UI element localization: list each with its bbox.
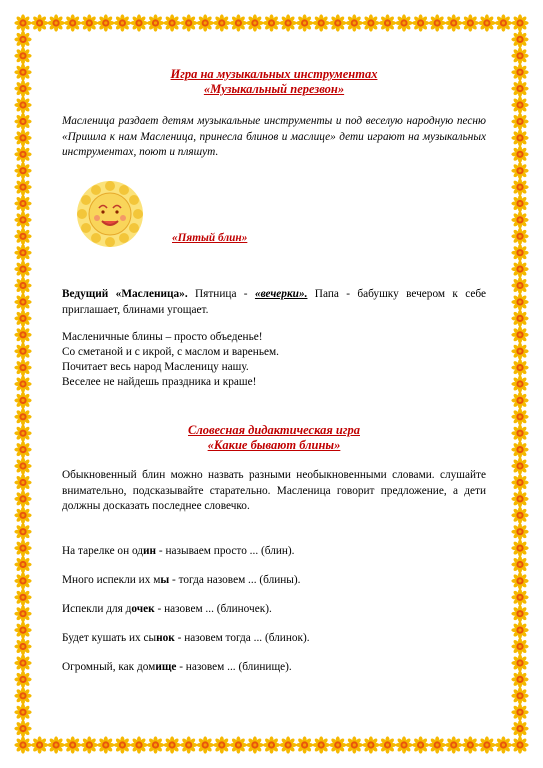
- border-sun-icon: [511, 47, 528, 64]
- border-sun-icon: [296, 14, 313, 31]
- border-sun-icon: [511, 96, 528, 113]
- border-sun-icon: [14, 228, 31, 245]
- border-sun-icon: [511, 80, 528, 97]
- border-sun-icon: [164, 736, 181, 753]
- border-sun-icon: [511, 457, 528, 474]
- border-sun-icon: [114, 14, 131, 31]
- list-item: [62, 631, 310, 646]
- host-day: «вечерки».: [254, 288, 308, 300]
- border-sun-icon: [511, 277, 528, 294]
- border-sun-icon: [14, 96, 31, 113]
- border-sun-icon: [14, 474, 31, 491]
- border-sun-icon: [97, 736, 114, 753]
- item-bold: ин: [143, 545, 157, 557]
- border-sun-icon: [14, 654, 31, 671]
- border-sun-icon: [445, 14, 462, 31]
- border-sun-icon: [511, 507, 528, 524]
- border-sun-icon: [429, 736, 446, 753]
- item-post: - назовем тогда ... (блинок).: [174, 632, 310, 644]
- border-sun-icon: [14, 441, 31, 458]
- border-sun-icon: [14, 622, 31, 639]
- border-sun-icon: [14, 359, 31, 376]
- border-sun-icon: [246, 14, 263, 31]
- border-sun-icon: [329, 14, 346, 31]
- border-sun-icon: [14, 293, 31, 310]
- host-paragraph: [62, 287, 486, 318]
- border-sun-icon: [511, 326, 528, 343]
- border-sun-icon: [511, 261, 528, 278]
- border-sun-icon: [511, 622, 528, 639]
- item-post: - назовем ... (блинище).: [176, 661, 292, 673]
- border-sun-icon: [511, 375, 528, 392]
- border-sun-icon: [14, 589, 31, 606]
- item-pre: На тарелке он од: [62, 545, 144, 557]
- border-sun-icon: [280, 736, 297, 753]
- border-sun-icon: [313, 736, 330, 753]
- item-bold: очек: [131, 603, 155, 615]
- border-sun-icon: [511, 211, 528, 228]
- border-sun-icon: [14, 14, 31, 31]
- border-sun-icon: [14, 408, 31, 425]
- section3-paragraph: Обыкновенный блин можно назвать разными необыкновенными словами. слушайте внимательно, подсказывайте старательно. Масленица говорит предложение, а дети должны досказать последнее словечко.: [62, 469, 486, 512]
- border-sun-icon: [197, 14, 214, 31]
- item-bold: ище: [155, 661, 177, 673]
- border-sun-icon: [313, 14, 330, 31]
- border-sun-icon: [14, 64, 31, 81]
- item-pre: Испекли для д: [62, 603, 132, 615]
- host-label: Ведущий «Масленица».: [62, 288, 188, 300]
- fifth-pancake-heading: [172, 231, 247, 246]
- border-sun-icon: [346, 736, 363, 753]
- border-sun-icon: [511, 540, 528, 557]
- border-sun-icon: [14, 720, 31, 737]
- border-sun-icon: [147, 736, 164, 753]
- border-sun-icon: [511, 162, 528, 179]
- border-sun-icon: [14, 129, 31, 146]
- border-sun-icon: [395, 736, 412, 753]
- section3-title-line2: «Какие бывают блины»: [207, 438, 341, 452]
- border-sun-icon: [14, 277, 31, 294]
- border-sun-icon: [329, 736, 346, 753]
- border-sun-icon: [395, 14, 412, 31]
- border-sun-icon: [14, 457, 31, 474]
- border-sun-icon: [14, 490, 31, 507]
- border-sun-icon: [14, 392, 31, 409]
- list-item: [62, 573, 300, 588]
- border-sun-icon: [511, 113, 528, 130]
- border-sun-icon: [511, 490, 528, 507]
- border-sun-icon: [511, 736, 528, 753]
- border-sun-icon: [511, 687, 528, 704]
- border-sun-icon: [511, 244, 528, 261]
- border-sun-icon: [14, 261, 31, 278]
- border-sun-icon: [445, 736, 462, 753]
- border-sun-icon: [64, 736, 81, 753]
- border-sun-icon: [511, 441, 528, 458]
- border-sun-icon: [511, 31, 528, 48]
- border-sun-icon: [14, 704, 31, 721]
- border-sun-icon: [263, 736, 280, 753]
- border-sun-icon: [14, 146, 31, 163]
- border-sun-icon: [346, 14, 363, 31]
- item-post: - тогда назовем ... (блины).: [169, 574, 301, 586]
- border-sun-icon: [511, 654, 528, 671]
- item-bold: ы: [160, 574, 170, 586]
- border-sun-icon: [511, 671, 528, 688]
- border-sun-icon: [280, 14, 297, 31]
- border-sun-icon: [478, 14, 495, 31]
- border-sun-icon: [511, 572, 528, 589]
- border-sun-icon: [14, 80, 31, 97]
- border-sun-icon: [14, 113, 31, 130]
- border-sun-icon: [31, 14, 48, 31]
- poem-line: Веселее не найдешь праздника и краше!: [62, 376, 257, 388]
- item-bold: нок: [156, 632, 175, 644]
- section1-title: [62, 67, 486, 97]
- border-sun-icon: [511, 179, 528, 196]
- list-item: [62, 602, 272, 617]
- section1-paragraph: Масленица раздает детям музыкальные инструменты и под веселую народную песню «Пришла к нам Масленица, принесла блинов и маслице» дети играют на музыкальных инструментах, поют и пляшут.: [62, 115, 486, 158]
- border-sun-icon: [511, 129, 528, 146]
- border-sun-icon: [14, 195, 31, 212]
- border-sun-icon: [213, 736, 230, 753]
- list-item: [62, 660, 292, 675]
- item-post: - назовем ... (блиночек).: [154, 603, 272, 615]
- border-sun-icon: [511, 310, 528, 327]
- border-sun-icon: [81, 14, 98, 31]
- border-sun-icon: [14, 425, 31, 442]
- border-sun-icon: [48, 14, 65, 31]
- border-sun-icon: [379, 14, 396, 31]
- border-sun-icon: [462, 736, 479, 753]
- border-sun-icon: [462, 14, 479, 31]
- border-sun-icon: [246, 736, 263, 753]
- border-sun-icon: [114, 736, 131, 753]
- border-sun-icon: [14, 523, 31, 540]
- border-sun-icon: [14, 31, 31, 48]
- border-sun-icon: [511, 605, 528, 622]
- border-sun-icon: [14, 162, 31, 179]
- border-sun-icon: [180, 736, 197, 753]
- border-sun-icon: [230, 736, 247, 753]
- item-post: - называем просто ... (блин).: [156, 545, 295, 557]
- item-pre: Много испекли их м: [62, 574, 161, 586]
- border-sun-icon: [511, 343, 528, 360]
- border-sun-icon: [14, 638, 31, 655]
- section3-title: [62, 423, 486, 453]
- border-sun-icon: [511, 704, 528, 721]
- poem-line: Масленичные блины – просто объеденье!: [62, 331, 263, 343]
- border-sun-icon: [511, 638, 528, 655]
- border-sun-icon: [511, 293, 528, 310]
- border-sun-icon: [495, 14, 512, 31]
- border-sun-icon: [511, 359, 528, 376]
- border-sun-icon: [14, 507, 31, 524]
- border-sun-icon: [31, 736, 48, 753]
- border-sun-icon: [14, 605, 31, 622]
- border-sun-icon: [412, 14, 429, 31]
- border-sun-icon: [130, 14, 147, 31]
- border-sun-icon: [511, 720, 528, 737]
- border-sun-icon: [412, 736, 429, 753]
- border-sun-icon: [362, 14, 379, 31]
- border-sun-icon: [14, 326, 31, 343]
- border-sun-icon: [213, 14, 230, 31]
- border-sun-icon: [14, 556, 31, 573]
- border-sun-icon: [511, 474, 528, 491]
- border-sun-icon: [180, 14, 197, 31]
- poem-line: Почитает весь народ Масленицу нашу.: [62, 361, 249, 373]
- section1-title-line2: «Музыкальный перезвон»: [203, 82, 345, 96]
- border-sun-icon: [48, 736, 65, 753]
- border-sun-icon: [14, 310, 31, 327]
- item-pre: Огромный, как дом: [62, 661, 156, 673]
- item-pre: Будет кушать их сы: [62, 632, 157, 644]
- border-sun-icon: [263, 14, 280, 31]
- section1-title-line1: Игра на музыкальных инструментах: [170, 67, 378, 81]
- border-sun-icon: [230, 14, 247, 31]
- border-sun-icon: [511, 408, 528, 425]
- border-sun-icon: [14, 572, 31, 589]
- border-sun-icon: [64, 14, 81, 31]
- border-sun-icon: [511, 195, 528, 212]
- border-sun-icon: [511, 556, 528, 573]
- smiling-sun-image: [74, 178, 146, 250]
- border-sun-icon: [14, 736, 31, 753]
- border-sun-icon: [97, 14, 114, 31]
- border-sun-icon: [511, 392, 528, 409]
- border-sun-icon: [511, 64, 528, 81]
- border-sun-icon: [14, 687, 31, 704]
- border-sun-icon: [429, 14, 446, 31]
- border-sun-icon: [197, 736, 214, 753]
- border-sun-icon: [511, 523, 528, 540]
- fifth-pancake-heading-text: «Пятый блин»: [172, 232, 248, 244]
- border-sun-icon: [511, 14, 528, 31]
- border-sun-icon: [511, 228, 528, 245]
- border-sun-icon: [296, 736, 313, 753]
- border-sun-icon: [511, 425, 528, 442]
- border-sun-icon: [14, 47, 31, 64]
- border-sun-icon: [14, 343, 31, 360]
- border-sun-icon: [379, 736, 396, 753]
- border-sun-icon: [362, 736, 379, 753]
- border-sun-icon: [14, 540, 31, 557]
- poem-line: Со сметаной и с икрой, с маслом и вареньем.: [62, 346, 279, 358]
- host-text-2: Папа - бабушку вечером к себе приглашает, блинами угощает.: [62, 288, 487, 316]
- border-sun-icon: [81, 736, 98, 753]
- border-sun-icon: [478, 736, 495, 753]
- border-sun-icon: [495, 736, 512, 753]
- list-item: [62, 544, 295, 559]
- border-sun-icon: [14, 375, 31, 392]
- border-sun-icon: [511, 146, 528, 163]
- border-sun-icon: [164, 14, 181, 31]
- border-sun-icon: [14, 179, 31, 196]
- border-sun-icon: [147, 14, 164, 31]
- border-sun-icon: [14, 211, 31, 228]
- border-sun-icon: [14, 244, 31, 261]
- border-sun-icon: [14, 671, 31, 688]
- border-sun-icon: [511, 589, 528, 606]
- section3-title-line1: Словесная дидактическая игра: [188, 423, 360, 437]
- host-text-1: Пятница -: [187, 288, 255, 300]
- border-sun-icon: [130, 736, 147, 753]
